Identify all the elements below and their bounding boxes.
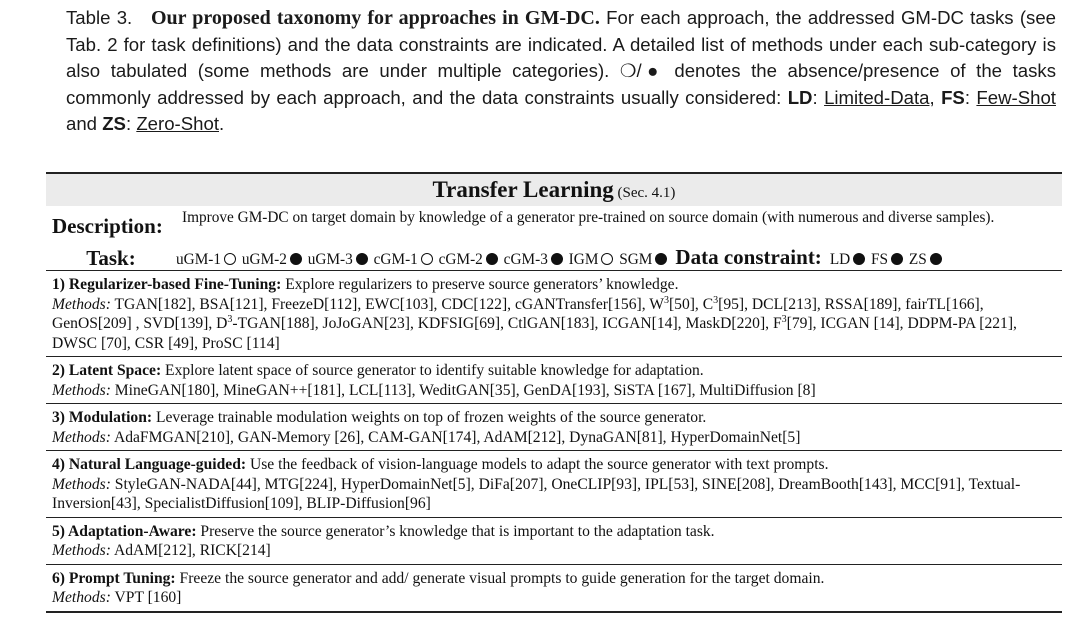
caption-ld-abbr: LD — [787, 86, 813, 108]
category-section — [46, 451, 1062, 517]
category-heading: 5) Adaptation-Aware: — [52, 522, 197, 540]
category-section — [46, 404, 1062, 450]
category-description: Leverage trainable modulation weights on top of frozen weights of the source generator. — [152, 409, 707, 426]
methods-label: Methods: — [52, 542, 111, 559]
description-text: Improve GM-DC on target domain by knowledge of a generator pre-trained on source domain (with numerous and diverse samples). — [182, 209, 995, 226]
methods-list: StyleGAN-NADA[44], MTG[224], HyperDomainNet[5], DiFa[207], OneCLIP[93], IPL[53], SINE[208], DreamBooth[143], MCC[91], Textual-Inversion[43], SpecialistDiffusion[109], BLIP-Diffusion[96] — [52, 475, 1021, 512]
table-caption — [66, 5, 1056, 138]
category-section — [46, 518, 1062, 564]
task-name: cGM-1 — [373, 250, 418, 268]
caption-zs-abbr: ZS — [102, 113, 126, 135]
category-description: Explore latent space of source generator to identify suitable knowledge for adaptation. — [161, 362, 704, 379]
table-title-row — [46, 174, 1062, 206]
caption-title: Our proposed taxonomy for approaches in GM-DC. — [150, 7, 600, 29]
methods-line — [52, 541, 1056, 561]
task-name: uGM-1 — [176, 250, 222, 268]
category-section — [46, 565, 1062, 611]
methods-list: AdaFMGAN[210], GAN-Memory [26], CAM-GAN[174], AdAM[212], DynaGAN[81], HyperDomainNet[5] — [110, 428, 801, 446]
task-name: uGM-3 — [307, 250, 353, 268]
task-label: Task: — [86, 246, 136, 270]
filled-circle-icon — [551, 253, 563, 265]
constraint-name: ZS — [908, 250, 927, 268]
filled-circle-icon — [930, 253, 942, 265]
methods-line — [52, 428, 1056, 448]
methods-line — [52, 381, 1056, 401]
caption-sep: : — [964, 86, 977, 108]
description-label: Description: — [52, 214, 163, 238]
category-line — [52, 569, 1056, 589]
caption-end: . — [219, 113, 225, 135]
caption-fs-abbr: FS — [941, 86, 965, 108]
methods-line — [52, 588, 1056, 608]
category-description: Use the feedback of vision-language models to adapt the source generator with text prompts. — [246, 456, 829, 473]
task-name: cGM-3 — [503, 250, 548, 268]
description-row — [46, 206, 1062, 246]
category-line — [52, 455, 1056, 475]
methods-label: Methods: — [52, 475, 111, 493]
caption-comma: , — [929, 86, 942, 108]
filled-circle-icon — [891, 253, 903, 265]
methods-list: VPT [160] — [110, 589, 182, 606]
task-name: cGM-2 — [438, 250, 483, 268]
caption-and: and — [66, 113, 103, 135]
caption-body-2: denotes the absence/presence of the tasks commonly addressed by each approach, and the data constraints usually considered: — [66, 60, 1056, 108]
methods-label: Methods: — [52, 428, 111, 446]
category-line — [52, 275, 1056, 295]
category-line — [52, 522, 1056, 542]
category-section — [46, 271, 1062, 356]
caption-ld-full: Limited-Data — [824, 86, 930, 108]
caption-fs-full: Few-Shot — [976, 86, 1056, 108]
caption-label: Table 3. — [66, 7, 133, 28]
table-bottom-rule — [46, 611, 1062, 613]
constraint-name: LD — [829, 250, 851, 268]
category-line — [52, 361, 1056, 381]
taxonomy-table — [46, 172, 1062, 613]
caption-symbols: ❍/● — [619, 60, 664, 82]
caption-zs-full: Zero-Shot — [136, 113, 219, 135]
caption-sep: : — [125, 113, 137, 135]
caption-body: For each approach, the addressed GM-DC tasks (see Tab. 2 for task definitions) and the data constraints are indicated. A detailed list of methods under each sub-category is also tabulated (some methods are under multiple categories). — [66, 7, 1056, 82]
sections-list — [46, 271, 1062, 613]
filled-circle-icon — [356, 253, 368, 265]
filled-circle-icon — [655, 253, 667, 265]
methods-label: Methods: — [52, 381, 111, 399]
empty-circle-icon — [421, 253, 433, 265]
data-constraint-label: Data constraint: — [675, 244, 822, 269]
empty-circle-icon — [224, 253, 236, 265]
methods-line — [52, 295, 1056, 354]
methods-list: TGAN[182], BSA[121], FreezeD[112], EWC[103], CDC[122], cGANTransfer[156], $W^3[50]$, $C^3[95]$, DCL[213], RSSA[189], fairTL[166], GenOS[209] , SVD[139], $D^3-TGAN[188]$, JoJoGAN[23], KDFSIG[69], CtlGAN[183], ICGAN[14], MaskD[220], $F^3[79]$, ICGAN [14], DDPM-PA [221], DWSC [70], CSR [49], ProSC [114] — [52, 294, 1017, 352]
table-header — [46, 174, 1062, 206]
category-heading: 6) Prompt Tuning: — [52, 569, 176, 587]
table-title-ref: (Sec. 4.1) — [613, 185, 676, 201]
task-name: uGM-2 — [241, 250, 287, 268]
empty-circle-icon — [601, 253, 613, 265]
filled-circle-icon — [290, 253, 302, 265]
category-line — [52, 408, 1056, 428]
category-heading: 2) Latent Space: — [52, 362, 162, 379]
task-name: IGM — [568, 250, 599, 268]
category-section — [46, 357, 1062, 403]
constraint-name: FS — [871, 250, 889, 268]
methods-line — [52, 475, 1056, 514]
filled-circle-icon — [853, 253, 865, 265]
category-heading: 3) Modulation: — [52, 409, 153, 426]
caption-sep: : — [812, 86, 825, 108]
category-heading: 4) Natural Language-guided: — [52, 456, 247, 473]
methods-label: Methods: — [52, 295, 111, 313]
task-row — [46, 246, 1062, 270]
table-title: Transfer Learning — [432, 177, 614, 202]
task-name: SGM — [619, 250, 653, 268]
methods-list: AdAM[212], RICK[214] — [110, 542, 271, 559]
category-description: Explore regularizers to preserve source generators’ knowledge. — [281, 276, 679, 293]
methods-label: Methods: — [52, 589, 111, 606]
category-description: Freeze the source generator and add/ generate visual prompts to guide generation for the target domain. — [175, 569, 825, 587]
task-list — [176, 245, 1062, 272]
filled-circle-icon — [486, 253, 498, 265]
category-description: Preserve the source generator’s knowledge that is important to the adaptation task. — [196, 522, 715, 540]
methods-list: MineGAN[180], MineGAN++[181], LCL[113], WeditGAN[35], GenDA[193], SiSTA [167], MultiDiffusion [8] — [110, 381, 816, 399]
category-heading: 1) Regularizer-based Fine-Tuning: — [52, 276, 282, 293]
